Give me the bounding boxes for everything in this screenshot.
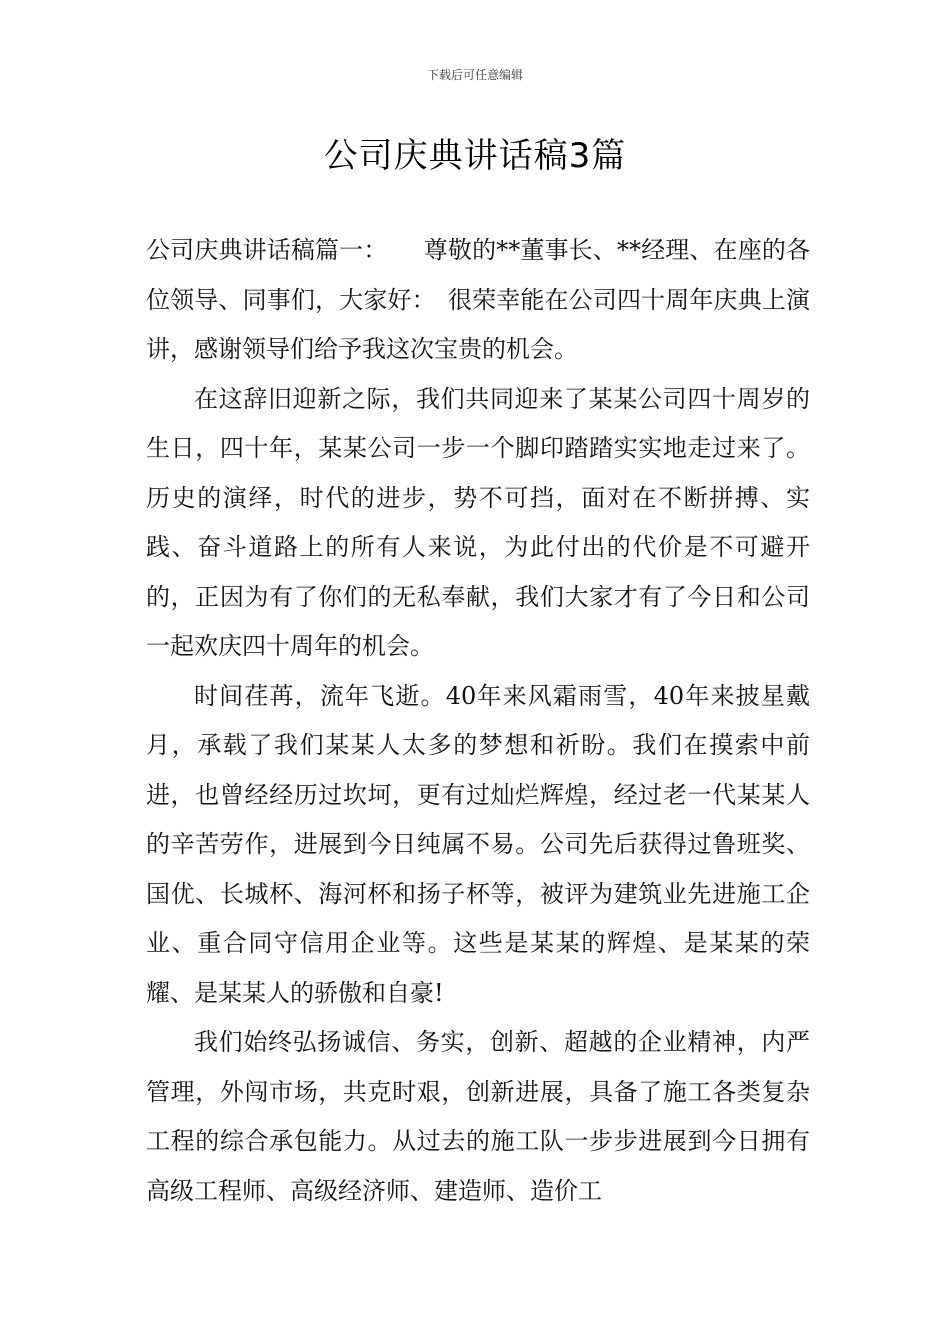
paragraph-3: 时间荏苒，流年飞逝。40年来风霜雨雪，40年来披星戴月，承载了我们某某人太多的梦想和祈盼。我们在摸索中前进，也曾经经历过坎坷，更有过灿烂辉煌，经过老一代某某人的辛苦劳作，进展到今日纯属不易。公司先后获得过鲁班奖、国优、长城杯、海河杯和扬子杯等，被评为建筑业先进施工企业、重合同守信用企业等。这些是某某的辉煌、是某某的荣耀、是某某人的骄傲和自豪! (146, 681, 810, 1007)
paragraph-4: 我们始终弘扬诚信、务实，创新、超越的企业精神，内严管理，外闯市场，共克时艰，创新进展，具备了施工各类复杂工程的综合承包能力。从过去的施工队一步步进展到今日拥有高级工程师、高级经济师、建造师、造价工 (146, 1028, 810, 1205)
paragraph-2: 在这辞旧迎新之际，我们共同迎来了某某公司四十周岁的生日，四十年，某某公司一步一个脚印踏踏实实地走过来了。历史的演绎，时代的进步，势不可挡，面对在不断拼搏、实践、奋斗道路上的所有人来说，为此付出的代价是不可避开的，正因为有了你们的无私奉献，我们大家才有了今日和公司一起欢庆四十周年的机会。 (146, 384, 810, 660)
document-body (146, 226, 810, 1216)
paragraph-1: 公司庆典讲话稿篇一： 尊敬的**董事长、**经理、在座的各位领导、同事们，大家好： 很荣幸能在公司四十周年庆典上演讲，感谢领导们给予我这次宝贵的机会。 (146, 236, 810, 363)
document-title: 公司庆典讲话稿3篇 (323, 136, 627, 176)
header-note: 下载后可任意编辑 (426, 68, 523, 82)
